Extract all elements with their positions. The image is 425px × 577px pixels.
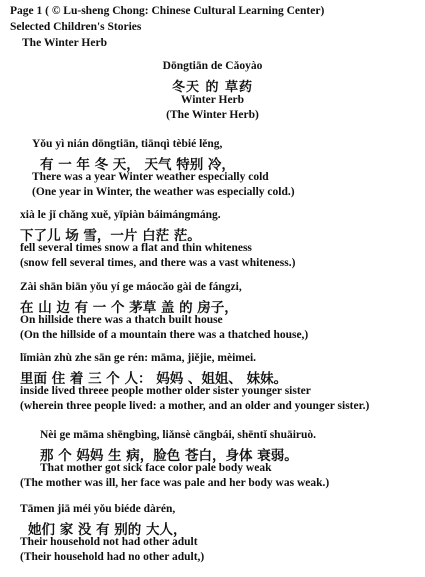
english-gloss-line: inside lived threee people mother older sister younger sister: [20, 385, 311, 397]
chinese-line: 下了儿 场 雪，一片 白茫 茫。: [20, 228, 201, 244]
translation-line: (One year in Winter, the weather was especially cold.): [32, 186, 295, 198]
english-gloss-line: There was a year Winter weather especially cold: [32, 171, 269, 183]
english-gloss-line: Their household not had other adult: [20, 536, 198, 548]
collection-title: Selected Children's Stories: [10, 21, 142, 33]
english-gloss-line: fell several times snow a flat and thin whiteness: [20, 242, 252, 254]
chinese-line: 在 山 边 有 一 个 茅草 盖 的 房子，: [20, 300, 238, 316]
english-gloss-line: That mother got sick face color pale body weak: [40, 462, 272, 474]
title-pinyin: Dōngtiān de Cǎoyào: [162, 60, 263, 72]
pinyin-line: lǐmiàn zhù zhe sān ge rén: māma, jiějie, mèimei.: [20, 352, 257, 364]
pinyin-line: xià le jǐ chǎng xuě, yīpiàn báimángmáng.: [20, 209, 221, 221]
title-chinese: 冬天 的 草药: [171, 80, 254, 95]
english-gloss-line: On hillside there was a thatch built house: [20, 314, 223, 326]
chinese-line: 她们 家 没 有 别的 大人，: [28, 522, 187, 538]
chinese-line: 有 一 年 冬 天， 天气 特别 冷，: [40, 157, 235, 173]
translation-line: (snow fell several times, and there was a vast whiteness.): [20, 257, 296, 269]
translation-line: (wherein three people lived: a mother, and an older and younger sister.): [20, 400, 370, 412]
page-header-citation: Page 1 ( © Lu-sheng Chong: Chinese Cultural Learning Center): [10, 5, 325, 17]
pinyin-line: Nèi ge māma shēngbìng, liǎnsè cāngbái, shēntǐ shuāiruò.: [40, 429, 317, 441]
translation-line: (On the hillside of a mountain there was a thatched house,): [20, 329, 309, 341]
pinyin-line: Tāmen jiā méi yǒu biéde dàrén,: [20, 503, 176, 515]
title-translation: (The Winter Herb): [166, 109, 259, 121]
story-title: The Winter Herb: [22, 37, 107, 49]
chinese-line: 里面 住 着 三 个 人： 妈妈 、姐姐、 妹妹。: [20, 371, 288, 387]
pinyin-line: Yǒu yì nián dōngtiān, tiānqì tèbié lěng,: [32, 138, 223, 150]
title-english: Winter Herb: [180, 94, 245, 106]
translation-line: (The mother was ill, her face was pale and her body was weak.): [20, 477, 330, 489]
translation-line: (Their household had no other adult,): [20, 551, 205, 563]
pinyin-line: Zài shān biān yǒu yí ge máocǎo gài de fángzi,: [20, 281, 242, 293]
chinese-line: 那 个 妈妈 生 病，脸色 苍白，身体 衰弱。: [40, 448, 298, 464]
